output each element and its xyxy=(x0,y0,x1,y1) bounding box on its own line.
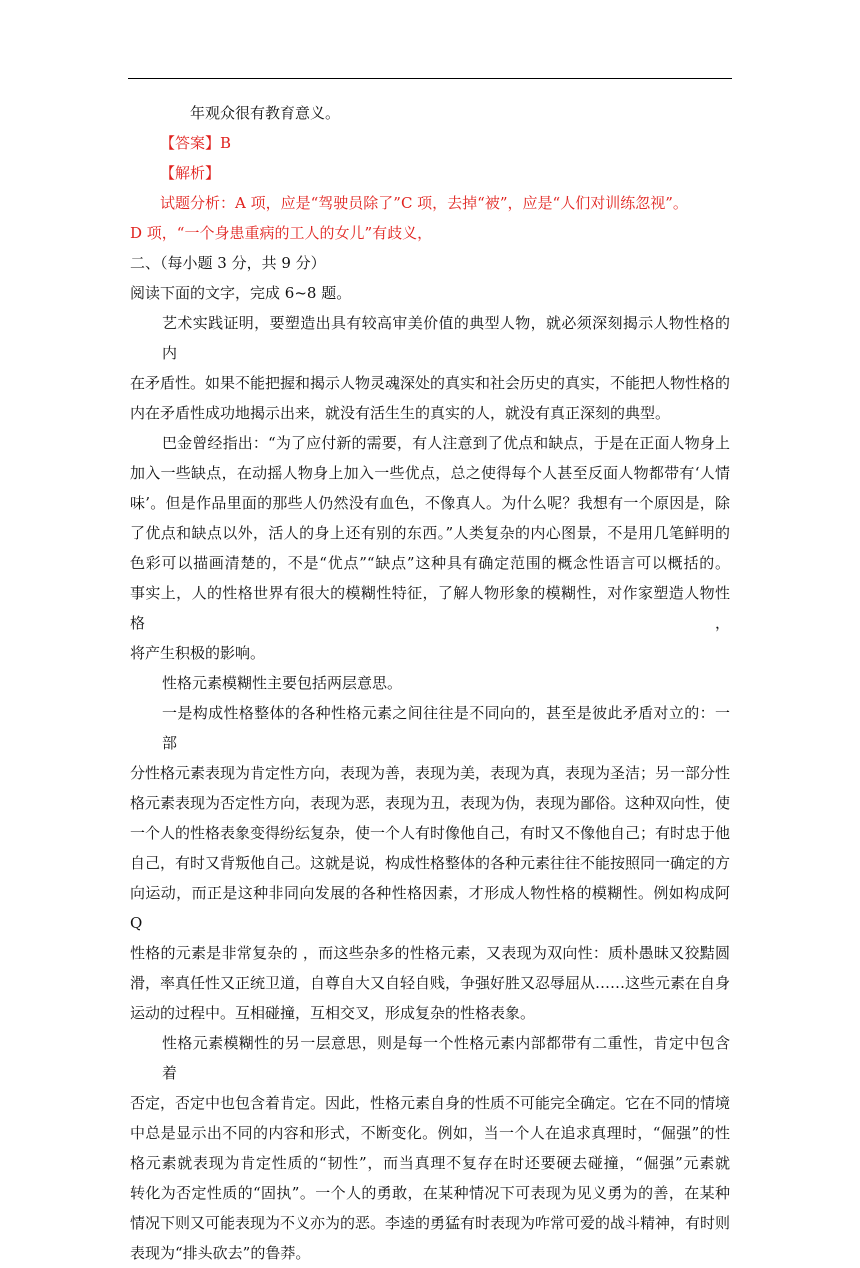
document-body xyxy=(130,98,730,1268)
paragraph-line: 性格元素模糊性的另一层意思，则是每一个性格元素内部都带有二重性，肯定中包含着 xyxy=(162,1034,730,1082)
paragraph-line: 情况下则又可能表现为不义亦为的恶。李逵的勇猛有时表现为咋常可爱的战斗精神，有时则 xyxy=(130,1214,731,1232)
answer-label: 【答案】B xyxy=(160,134,232,152)
paragraph-line: 艺术实践证明，要塑造出具有较高审美价值的典型人物，就必须深刻揭示人物性格的内 xyxy=(162,314,730,362)
paragraph-line: 在矛盾性。如果不能把握和揭示人物灵魂深处的真实和社会历史的真实，不能把人物性格的 xyxy=(130,374,731,392)
paragraph-line: 色彩可以描画清楚的，不是“优点”“缺点”这种具有确定范围的概念性语言可以概括的。 xyxy=(130,554,730,572)
paragraph-line: 运动的过程中。互相碰撞，互相交叉，形成复杂的性格表象。 xyxy=(130,1004,536,1022)
passage xyxy=(130,308,730,1268)
passage-paragraph xyxy=(130,668,730,698)
paragraph-line: 一是构成性格整体的各种性格元素之间往往是不同向的，甚至是彼此矛盾对立的：一部 xyxy=(162,704,730,752)
paragraph-line: 巴金曾经指出：“为了应付新的需要，有人注意到了优点和缺点，于是在正面人物身上 xyxy=(162,434,730,452)
paragraph-line: 分性格元素表现为肯定性方向，表现为善，表现为美，表现为真，表现为圣洁；另一部分性 xyxy=(130,764,731,782)
paragraph-line: 中总是显示出不同的内容和形式，不断变化。例如，当一个人在追求真理时，“倔强”的性 xyxy=(130,1124,730,1142)
paragraph-line: 味’。但是作品里面的那些人仍然没有血色，不像真人。为什么呢？我想有一个原因是，除 xyxy=(130,494,730,512)
continuation-line: 年观众很有教育意义。 xyxy=(190,104,341,122)
paragraph-line: 自己，有时又背叛他自己。这就是说，构成性格整体的各种元素往往不能按照同一确定的方 xyxy=(130,854,731,872)
header-rule xyxy=(128,78,732,79)
paragraph-line: 内在矛盾性成功地揭示出来，就没有活生生的真实的人，就没有真正深刻的典型。 xyxy=(130,404,671,422)
paragraph-line: 加入一些缺点，在动摇人物身上加入一些优点，总之使得每个人甚至反面人物都带有‘人情 xyxy=(130,464,730,482)
analysis-label: 【解析】 xyxy=(160,164,221,182)
paragraph-line: 格元素表现为否定性方向，表现为恶，表现为丑，表现为伪，表现为鄙俗。这种双向性，使 xyxy=(130,794,731,812)
paragraph-line: 否定，否定中也包含着肯定。因此，性格元素自身的性质不可能完全确定。它在不同的情境 xyxy=(130,1094,731,1112)
analysis-line-1: 试题分析：A 项，应是“驾驶员除了”C 项，去掉“被”，应是“人们对训练忽视”。 xyxy=(160,194,688,212)
passage-paragraph xyxy=(130,308,730,428)
paragraph-line: 一个人的性格表象变得纷纭复杂，使一个人有时像他自己，有时又不像他自己；有时忠于他 xyxy=(130,824,731,842)
paragraph-line: 转化为否定性质的“固执”。一个人的勇敢，在某种情况下可表现为见义勇为的善，在某种 xyxy=(130,1184,730,1202)
passage-paragraph xyxy=(130,428,730,668)
paragraph-line: 性格元素模糊性主要包括两层意思。 xyxy=(162,674,403,692)
section-heading: 二、（每小题 3 分，共 9 分） xyxy=(130,254,326,272)
paragraph-line: 向运动，而正是这种非同向发展的各种性格因素，才形成人物性格的模糊性。例如构成阿 Q xyxy=(130,884,730,932)
analysis-line-2: D 项，“一个身患重病的工人的女儿”有歧义， xyxy=(130,224,433,242)
paragraph-line: 将产生积极的影响。 xyxy=(130,644,266,662)
passage-paragraph xyxy=(130,1028,730,1268)
paragraph-line: 性格的元素是非常复杂的 ，而这些杂多的性格元素，又表现为双向性：质朴愚昧又狡黠圆 xyxy=(130,944,730,962)
paragraph-line: 了优点和缺点以外，活人的身上还有别的东西。”人类复杂的内心图景，不是用几笔鲜明的 xyxy=(130,524,730,542)
paragraph-line: 格元素就表现为肯定性质的“韧性”，而当真理不复存在时还要硬去碰撞，“倔强”元素就 xyxy=(130,1154,730,1172)
passage-paragraph xyxy=(130,698,730,1028)
paragraph-line: 表现为“排头砍去”的鲁莽。 xyxy=(130,1244,311,1262)
paragraph-line: 事实上，人的性格世界有很大的模糊性特征，了解人物形象的模糊性，对作家塑造人物性格， xyxy=(130,584,730,632)
paragraph-line: 滑，率真任性又正统卫道，自尊自大又自轻自贱，争强好胜又忍辱屈从……这些元素在自身 xyxy=(130,974,731,992)
reading-instruction: 阅读下面的文字，完成 6~8 题。 xyxy=(130,284,352,302)
